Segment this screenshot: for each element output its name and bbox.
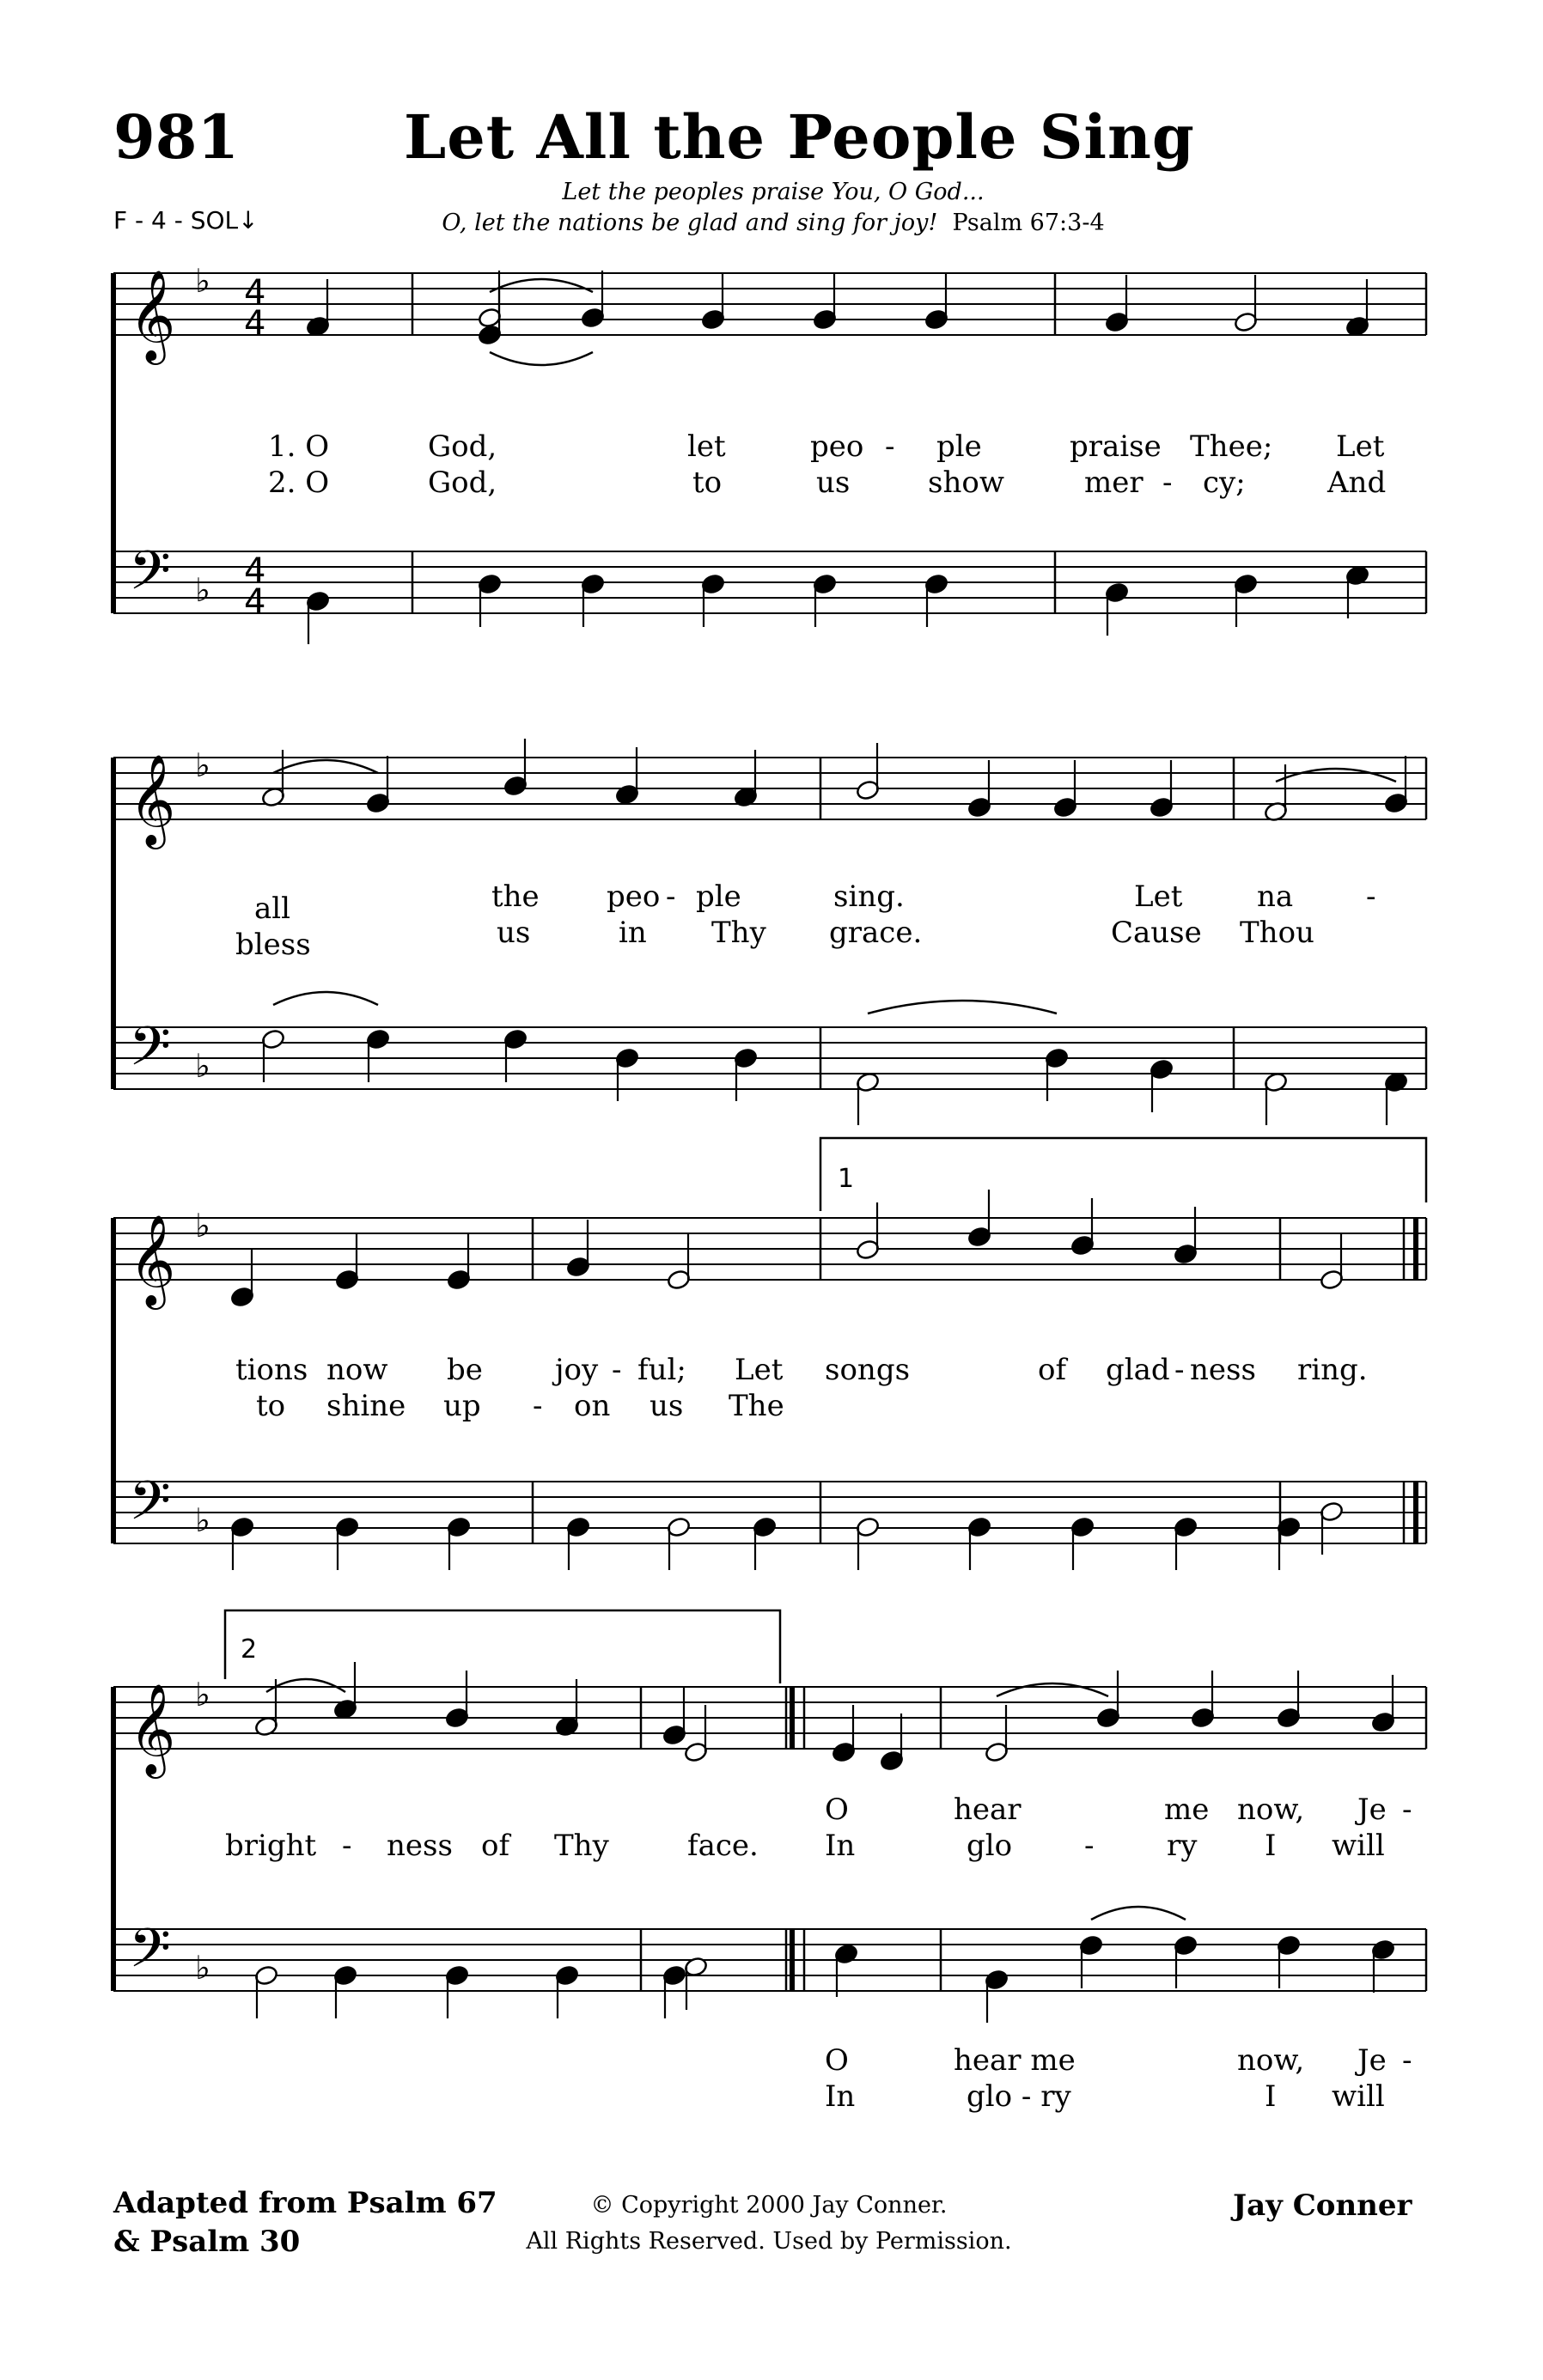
flat-icon: ♭ — [195, 1949, 210, 1987]
lyric: Thy — [711, 916, 766, 950]
tie — [490, 279, 593, 292]
lyric: bright — [225, 1829, 317, 1863]
lyric: us — [816, 466, 851, 500]
lyric: - — [533, 1389, 543, 1423]
lyric: songs — [825, 1353, 911, 1387]
tie — [868, 1001, 1057, 1013]
lyric: ple — [936, 429, 982, 464]
lyric: hear me — [954, 2043, 1076, 2078]
lyric: ring. — [1297, 1353, 1368, 1387]
bass-clef-icon: 𝄢 — [129, 1014, 171, 1091]
lyric: sing. — [833, 880, 905, 914]
lyric: hear — [954, 1793, 1022, 1827]
tie — [1091, 1907, 1186, 1920]
lyric: Thee; — [1190, 429, 1273, 464]
hymn-number: 981 — [113, 101, 240, 173]
lyric: - — [612, 1353, 622, 1387]
lyric: on — [574, 1389, 611, 1423]
time-signature-bottom: 4 — [244, 582, 266, 622]
lyric: cy; — [1203, 466, 1246, 500]
text-source-line-2: & Psalm 30 — [113, 2225, 301, 2259]
lyric: The — [729, 1389, 784, 1423]
lyric: to — [692, 466, 723, 500]
ending-bracket-1 — [820, 1138, 1426, 1211]
lyric: ness — [387, 1829, 453, 1863]
ending-label-2: 2 — [241, 1634, 258, 1665]
lyric: Let — [735, 1353, 784, 1387]
lyric: And — [1327, 466, 1387, 500]
lyric: - — [1162, 466, 1173, 500]
lyric: to — [256, 1389, 286, 1423]
lyric: us — [497, 916, 531, 950]
copyright-line-2: All Rights Reserved. Used by Permission. — [526, 2228, 1012, 2255]
lyric: tions — [235, 1353, 308, 1387]
lyric: In — [825, 1829, 856, 1863]
lyric: - — [1402, 2043, 1412, 2078]
time-signature-top: 4 — [244, 551, 266, 591]
lyric: na — [1257, 880, 1294, 914]
bass-clef-icon: 𝄢 — [129, 1916, 171, 1993]
lyric: Thy — [554, 1829, 609, 1863]
lyric: glad — [1106, 1353, 1170, 1387]
lyric: us — [650, 1389, 684, 1423]
epigraph-line-1: Let the peoples praise You, O God... — [562, 179, 985, 205]
lyric: Let — [1134, 880, 1183, 914]
lyric: all — [254, 892, 291, 926]
lyric: ful; — [637, 1353, 686, 1387]
tie — [273, 760, 378, 773]
lyric: shine — [326, 1389, 406, 1423]
text-source-line-1: Adapted from Psalm 67 — [113, 2186, 497, 2220]
tie — [1276, 769, 1396, 782]
time-signature-bottom: 4 — [244, 304, 266, 344]
epigraph-reference: Psalm 67:3-4 — [952, 210, 1105, 236]
flat-icon: ♭ — [195, 571, 210, 609]
lyric: O — [825, 2043, 849, 2078]
lyric: - — [1174, 1353, 1185, 1387]
lyric: 1. O — [268, 429, 330, 464]
lyric: Je — [1357, 1793, 1387, 1827]
hymn-title: Let All the People Sing — [404, 101, 1195, 173]
composer: Jay Conner — [1233, 2188, 1412, 2223]
lyric: joy — [555, 1353, 599, 1387]
flat-icon: ♭ — [195, 262, 210, 300]
lyric: the — [491, 880, 540, 914]
lyric: of — [481, 1829, 510, 1863]
lyric: ness — [1190, 1353, 1256, 1387]
ending-label-1: 1 — [838, 1164, 855, 1194]
lyric: of — [1038, 1353, 1067, 1387]
lyric: Cause — [1111, 916, 1202, 950]
lyric: ry — [1167, 1829, 1198, 1863]
lyric: God, — [428, 429, 497, 464]
flat-icon: ♭ — [195, 1047, 210, 1085]
lyric: - — [1402, 1793, 1412, 1827]
lyric: will — [1332, 2079, 1385, 2114]
tie — [997, 1683, 1108, 1696]
tie — [266, 1679, 345, 1692]
time-signature-top: 4 — [244, 273, 266, 313]
ending-bracket-2 — [225, 1610, 780, 1683]
tie — [490, 352, 593, 365]
lyric: grace. — [829, 916, 923, 950]
flat-icon: ♭ — [195, 746, 210, 784]
lyric: now — [326, 1353, 388, 1387]
lyric: up — [443, 1389, 481, 1423]
lyric: Thou — [1240, 916, 1314, 950]
lyric: show — [928, 466, 1004, 500]
lyric: me — [1164, 1793, 1210, 1827]
lyric: ple — [696, 880, 741, 914]
lyric: now, — [1237, 2043, 1305, 2078]
lyric: - — [885, 429, 895, 464]
bass-clef-icon: 𝄢 — [129, 539, 171, 615]
lyric: I — [1265, 1829, 1277, 1863]
lyric: I — [1265, 2079, 1277, 2114]
lyric: now, — [1237, 1793, 1305, 1827]
lyric: face. — [687, 1829, 759, 1863]
lyric: praise — [1070, 429, 1162, 464]
bass-clef-icon: 𝄢 — [129, 1469, 171, 1545]
lyric: in — [619, 916, 647, 950]
treble-clef-icon: 𝄞 — [129, 1683, 176, 1774]
lyric: glo - ry — [967, 2079, 1071, 2114]
lyric: mer — [1084, 466, 1144, 500]
epigraph-text: O, let the nations be glad and sing for joy! — [442, 210, 938, 236]
lyric: peo — [607, 880, 661, 914]
flat-icon: ♭ — [195, 1501, 210, 1539]
lyric: will — [1332, 1829, 1385, 1863]
lyric: 2. O — [268, 466, 330, 500]
lyric: God, — [428, 466, 497, 500]
key-note: F - 4 - SOL↓ — [113, 206, 259, 234]
lyric: - — [342, 1829, 352, 1863]
lyric: bless — [235, 928, 311, 962]
lyric: be — [447, 1353, 483, 1387]
lyric: let — [687, 429, 726, 464]
lyric: - — [666, 880, 676, 914]
lyric: peo — [810, 429, 864, 464]
lyric: Je — [1357, 2043, 1387, 2078]
lyric: - — [1366, 880, 1376, 914]
tie — [273, 992, 378, 1005]
treble-clef-icon: 𝄞 — [129, 269, 176, 361]
copyright-line-1: © Copyright 2000 Jay Conner. — [590, 2192, 948, 2219]
lyric: - — [1084, 1829, 1095, 1863]
flat-icon: ♭ — [195, 1676, 210, 1713]
flat-icon: ♭ — [195, 1207, 210, 1245]
lyric: O — [825, 1793, 849, 1827]
lyric: glo — [967, 1829, 1013, 1863]
treble-clef-icon: 𝄞 — [129, 1214, 176, 1306]
lyric: In — [825, 2079, 856, 2114]
treble-clef-icon: 𝄞 — [129, 753, 176, 845]
lyric: Let — [1336, 429, 1385, 464]
